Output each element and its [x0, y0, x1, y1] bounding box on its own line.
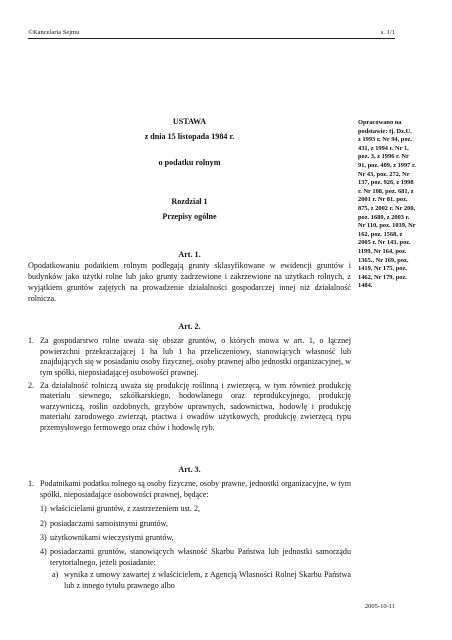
article-3-heading: Art. 3. [178, 465, 201, 474]
article-1-heading: Art. 1. [178, 250, 201, 259]
sub-list-item [28, 570, 351, 591]
paragraph-number: 1. [28, 479, 35, 489]
paragraph-text: Za działalność rolniczą uważa się produkcję roślinną i zwierzęcą, w tym również produkcję materiału siewnego, szkółkarskiego, hodowlanego oraz reprodukcyjnego, produkcję warzywniczą, roślin ozdobnych, grzybów uprawnych, sadownictwa, hodowlę i produkcję materiału zarodowego zwierząt, ptactwa i owadów użytkowych, produkcję zwierzęcą typu przemysłowego fermowego oraz chów i hodowlę ryb. [40, 381, 351, 432]
list-item [28, 504, 351, 514]
header-publisher: ©Kancelaria Sejmu [28, 29, 80, 36]
article-1 [28, 250, 351, 305]
list-item [28, 533, 351, 543]
article-1-text: Opodatkowaniu podatkiem rolnym podlegają grunty sklasyfikowane w ewidencji gruntów i budynków jako użytki rolne lub jako grunty zadrzewione i zakrzewione na użytkach rolnych, z wyjątkiem gruntów zajętych na prowadzenie działalności gospodarczej innej niż działalność rolnicza. [28, 260, 351, 303]
article-3 [28, 465, 351, 591]
list-item-text: użytkownikami wieczystymi gruntów, [50, 533, 174, 543]
list-item-number: 2) [40, 518, 47, 528]
act-subject: o podatku rolnym [158, 158, 221, 167]
footer-date: 2005-10-11 [364, 603, 395, 610]
list-item [28, 519, 351, 529]
list-item-number: 1) [40, 504, 47, 514]
header-page-number: s. 1/1 [380, 29, 395, 36]
list-item-text: właścicielami gruntów, z zastrzeżeniem ust. 2, [50, 504, 201, 514]
act-date: z dnia 15 listopada 1984 r. [144, 132, 235, 141]
article-2 [28, 322, 351, 433]
list-item-text: posiadaczami gruntów, stanowiących własność Skarbu Państwa lub jednostki samorządu terytorialnego, jeżeli posiadanie: [50, 547, 351, 567]
consolidation-note: Opracowano na podstawie: tj. Dz.U. z 1993 r. Nr 94, poz. 431, z 1994 r. Nr 1, poz. 3, z 1996 r. Nr 91, poz. 409, z 1997 r. Nr 43, poz. 272, Nr 137, poz. 926, z 1998 r. Nr 108, poz. 681, z 2001 r. Nr 81, poz. 875, z 2002 r. Nr 200, poz. 1680, z 2003 r. Nr 110, poz. 1039, Nr 162, poz. 1568, z 2005 r. Nr 143, poz. 1199, Nr 164, poz. 1365., Nr 169, poz. 1419, Nr 175, poz. 1462, Nr 179, poz. 1484. [358, 119, 416, 290]
chapter-title: Przepisy ogólne [162, 212, 217, 221]
header-divider [28, 38, 395, 39]
chapter-number: Rozdział 1 [171, 197, 208, 206]
sub-list-item-text: wynika z umowy zawartej z właścicielem, z Agencją Własności Rolnej Skarbu Państwa lub z innego tytułu prawnego albo [64, 570, 351, 590]
list-item [28, 547, 351, 568]
paragraph-text: Za gospodarstwo rolne uważa się obszar gruntów, o których mowa w art. 1, o łącznej powierzchni przekraczającej 1 ha lub 1 ha przeliczeniowy, stanowiących własność lub znajdujących się w posiadaniu osoby fizycznej, osoby prawnej albo jednostki organizacyjnej, w tym spółki, nieposiadającej osobowości prawnej. [40, 336, 351, 377]
act-type: USTAWA [172, 117, 207, 126]
paragraph-text: Podatnikami podatku rolnego są osoby fizyczne, osoby prawne, jednostki organizacyjne, w tym spółki, nieposiadające osobowości prawnej, będące: [40, 479, 351, 499]
list-item-text: posiadaczami samoistnymi gruntów, [50, 518, 168, 528]
article-2-paragraph-1 [28, 336, 351, 378]
sub-list-item-letter: a) [52, 570, 59, 580]
paragraph-number: 2. [28, 381, 35, 391]
article-2-paragraph-2 [28, 381, 351, 433]
list-item-number: 3) [40, 533, 47, 543]
article-2-heading: Art. 2. [178, 322, 201, 331]
paragraph-number: 1. [28, 336, 35, 346]
article-3-paragraph-1 [28, 479, 351, 500]
list-item-number: 4) [40, 547, 47, 557]
